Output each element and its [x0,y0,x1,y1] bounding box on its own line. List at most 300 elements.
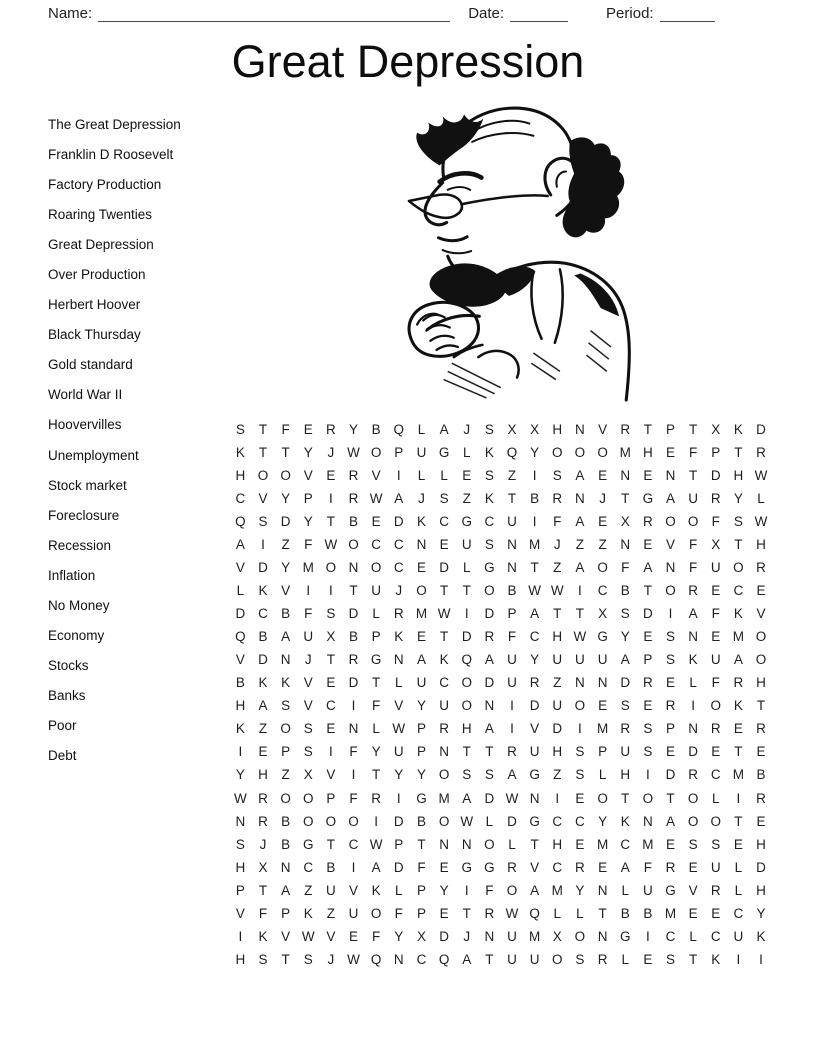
grid-letter: F [485,882,494,898]
grid-letter: E [349,928,359,944]
grid-letter: W [392,721,406,737]
grid-letter: X [507,422,517,438]
grid-letter: R [484,629,495,645]
grid-letter: Q [529,905,540,921]
grid-letter: E [462,468,472,484]
grid-letter: W [347,951,360,967]
grid-letter: J [599,491,606,507]
grid-letter: M [551,882,563,898]
grid-letter: S [575,951,585,967]
grid-letter: E [688,859,698,875]
grid-letter: U [710,560,721,576]
grid-letter: Q [370,951,382,967]
grid-letter: L [689,928,697,944]
period-blank-line [660,8,715,22]
grid-letter: Q [506,445,518,461]
grid-letter: N [529,790,540,806]
grid-letter: N [597,675,608,691]
grid-letter: S [711,836,721,852]
grid-letter: L [440,468,448,484]
grid-letter: T [281,445,290,461]
grid-letter: I [306,583,311,599]
grid-letter: E [711,905,721,921]
grid-letter: T [756,698,766,714]
grid-letter: H [235,698,246,714]
grid-letter: C [439,514,449,530]
grid-letter: F [689,537,698,553]
grid-letter: S [665,951,675,967]
grid-letter: C [529,629,540,645]
grid-letter: I [351,767,356,783]
grid-letter: O [325,813,337,829]
grid-letter: P [371,629,381,645]
grid-letter: X [258,859,268,875]
grid-letter: D [756,422,766,438]
grid-letter: S [281,698,291,714]
grid-letter: S [620,698,630,714]
grid-letter: B [756,767,766,783]
grid-letter: R [620,422,631,438]
grid-letter: B [349,514,359,530]
grid-letter: A [484,652,494,668]
grid-letter: X [711,422,721,438]
grid-letter: S [552,468,562,484]
grid-letter: A [394,491,404,507]
grid-letter: E [643,698,653,714]
grid-letter: R [688,767,698,783]
grid-letter: X [326,629,336,645]
word-list-item: Inflation [48,567,96,583]
grid-letter: E [598,514,608,530]
grid-letter: K [235,445,245,461]
grid-letter: T [530,560,539,576]
grid-letter: Y [303,514,313,530]
period-label: Period: [606,5,654,22]
grid-letter: R [348,468,359,484]
grid-letter: O [506,882,518,898]
grid-letter: T [417,836,426,852]
grid-letter: L [553,905,562,921]
old-man-illustration [380,96,646,402]
grid-letter: I [578,583,582,599]
grid-letter: H [733,468,744,484]
grid-letter: S [303,951,313,967]
grid-letter: R [710,491,721,507]
grid-letter: K [484,491,494,507]
name-label: Name: [48,5,93,22]
grid-letter: L [757,491,765,507]
grid-letter: I [510,721,514,737]
grid-letter: J [259,836,267,852]
grid-letter: V [530,859,540,875]
grid-letter: O [755,652,767,668]
grid-letter: P [711,445,721,461]
grid-letter: N [642,813,653,829]
grid-letter: I [351,859,356,875]
grid-letter: S [575,744,585,760]
grid-letter: N [575,491,585,507]
grid-letter: W [347,445,360,461]
grid-letter: O [280,790,291,806]
grid-letter: A [371,859,381,875]
grid-letter: G [302,836,314,852]
grid-letter: P [598,744,608,760]
grid-letter: F [711,514,720,530]
grid-letter: X [416,928,426,944]
grid-letter: I [351,698,356,714]
grid-letter: N [507,537,517,553]
grid-letter: O [461,698,472,714]
grid-letter: I [396,468,401,484]
grid-letter: O [710,698,722,714]
grid-letter: S [575,767,585,783]
grid-letter: T [689,468,698,484]
grid-letter: M [596,836,609,852]
grid-letter: U [416,445,427,461]
grid-letter: B [349,629,359,645]
grid-letter: F [349,790,358,806]
grid-letter: M [529,928,541,944]
grid-letter: K [620,813,630,829]
grid-letter: T [326,514,335,530]
grid-letter: L [372,606,380,622]
grid-letter: N [461,836,472,852]
word-list-item: Stocks [48,657,89,673]
grid-letter: V [258,491,268,507]
grid-letter: A [462,951,472,967]
grid-letter: O [325,560,337,576]
grid-letter: U [529,951,540,967]
grid-letter: B [281,606,291,622]
grid-letter: Z [281,767,290,783]
grid-letter: F [304,537,313,553]
grid-letter: A [643,560,653,576]
grid-letter: U [507,928,517,944]
grid-letter: Z [507,468,517,484]
grid-letter: R [258,813,268,829]
grid-letter: E [711,629,721,645]
word-list-item: Foreclosure [48,507,120,523]
grid-letter: Y [281,491,291,507]
grid-letter: F [349,744,358,760]
grid-letter: O [755,629,767,645]
grid-letter: L [372,721,380,737]
grid-letter: R [642,675,653,691]
grid-letter: R [665,859,676,875]
grid-letter: C [303,859,314,875]
grid-letter: S [620,606,630,622]
grid-letter: O [257,468,269,484]
grid-letter: O [348,813,359,829]
grid-letter: N [235,813,246,829]
grid-letter: A [507,767,517,783]
letter-grid [229,418,772,971]
grid-letter: D [348,606,359,622]
grid-letter: R [258,790,268,806]
grid-letter: I [532,514,537,530]
grid-letter: N [665,468,676,484]
grid-letter: O [370,445,382,461]
grid-letter: S [303,721,313,737]
grid-letter: B [530,491,540,507]
grid-letter: T [326,836,335,852]
grid-letter: V [235,652,245,668]
grid-letter: J [463,928,471,944]
grid-letter: L [734,882,743,898]
grid-letter: A [575,514,585,530]
grid-letter: Y [439,882,449,898]
grid-letter: P [665,721,675,737]
grid-letter: H [552,836,563,852]
grid-letter: O [642,790,654,806]
grid-letter: O [665,583,676,599]
grid-letter: H [552,744,563,760]
word-list-item: Roaring Twenties [48,207,153,223]
grid-letter: F [372,698,381,714]
grid-letter: Q [235,629,246,645]
grid-letter: D [552,721,563,737]
grid-letter: W [550,583,564,599]
grid-letter: X [620,514,630,530]
grid-letter: S [643,721,653,737]
grid-letter: T [258,882,268,898]
grid-letter: J [395,583,403,599]
grid-letter: U [507,514,517,530]
grid-letter: O [597,445,608,461]
grid-letter: N [348,560,359,576]
grid-letter: K [688,652,698,668]
grid-letter: D [393,813,404,829]
grid-letter: O [687,514,699,530]
word-list-item: Stock market [48,477,127,493]
word-list-item: Debt [48,747,77,763]
word-list-item: Recession [48,537,112,553]
grid-letter: Y [303,445,313,461]
grid-letter: T [734,813,743,829]
grid-letter: B [235,675,245,691]
grid-letter: D [529,698,540,714]
grid-letter: R [710,721,721,737]
grid-letter: I [238,928,243,944]
grid-letter: D [665,767,676,783]
grid-letter: T [643,583,652,599]
grid-letter: C [733,583,744,599]
grid-letter: A [575,468,585,484]
grid-letter: R [756,560,766,576]
grid-letter: Z [304,882,313,898]
grid-letter: G [484,859,495,875]
grid-letter: T [258,445,268,461]
grid-letter: W [301,928,315,944]
grid-letter: T [372,767,381,783]
grid-letter: R [756,790,766,806]
grid-letter: N [439,744,449,760]
grid-letter: L [395,675,403,691]
word-list-item: Poor [48,717,77,733]
grid-letter: Q [393,422,405,438]
word-list [48,110,233,771]
grid-letter: I [736,951,741,967]
grid-letter: N [348,721,359,737]
grid-letter: I [532,468,537,484]
grid-letter: P [394,445,404,461]
grid-letter: Z [462,491,471,507]
grid-letter: P [326,790,336,806]
word-list-item: Great Depression [48,237,154,253]
grid-letter: W [460,813,474,829]
grid-letter: U [597,652,608,668]
grid-letter: O [733,560,744,576]
grid-letter: E [711,583,721,599]
grid-letter: R [575,859,585,875]
word-list-item: Herbert Hoover [48,297,141,313]
grid-letter: G [484,560,495,576]
grid-letter: U [439,698,449,714]
grid-letter: K [711,951,721,967]
grid-letter: H [642,445,653,461]
grid-letter: S [484,422,494,438]
grid-letter: B [643,905,653,921]
grid-letter: K [281,675,291,691]
grid-letter: E [756,583,766,599]
grid-letter: G [461,859,472,875]
grid-letter: A [733,652,743,668]
grid-letter: L [598,767,607,783]
grid-letter: A [258,698,268,714]
grid-letter: R [620,721,631,737]
grid-letter: D [756,859,766,875]
grid-letter: J [418,491,425,507]
word-list-item: World War II [48,387,123,403]
grid-letter: M [596,721,609,737]
grid-letter: V [326,767,336,783]
grid-letter: S [484,767,494,783]
grid-letter: K [416,514,426,530]
grid-letter: B [620,905,630,921]
grid-letter: D [484,606,495,622]
grid-letter: L [689,675,697,691]
grid-letter: N [688,629,698,645]
grid-letter: K [394,629,404,645]
grid-letter: F [281,422,290,438]
grid-letter: R [439,721,449,737]
grid-letter: R [326,422,336,438]
grid-letter: A [281,629,291,645]
grid-letter: Z [598,537,607,553]
grid-letter: I [261,537,265,553]
grid-letter: C [439,675,449,691]
grid-letter: V [326,928,336,944]
grid-letter: K [733,422,743,438]
grid-letter: M [529,537,541,553]
grid-letter: V [281,583,291,599]
grid-letter: L [236,583,245,599]
grid-letter: O [370,560,382,576]
grid-letter: H [756,882,766,898]
grid-letter: Y [530,445,540,461]
grid-letter: I [691,698,696,714]
grid-letter: G [370,652,382,668]
grid-letter: U [507,951,517,967]
grid-letter: T [621,790,630,806]
grid-letter: S [303,744,313,760]
grid-letter: T [462,744,471,760]
grid-letter: E [416,629,426,645]
grid-letter: N [597,882,608,898]
grid-letter: B [507,583,517,599]
grid-letter: H [461,721,472,737]
grid-letter: N [484,698,495,714]
name-blank-line [98,8,450,22]
grid-letter: J [553,537,561,553]
grid-letter: T [258,422,268,438]
grid-letter: E [439,859,449,875]
grid-letter: D [642,606,653,622]
grid-letter: C [484,514,495,530]
grid-letter: O [280,468,291,484]
grid-letter: I [510,698,514,714]
grid-letter: K [439,652,449,668]
grid-letter: T [689,951,698,967]
grid-letter: M [732,629,745,645]
grid-letter: I [555,790,560,806]
grid-letter: S [439,491,449,507]
grid-letter: K [303,905,313,921]
grid-letter: X [552,928,562,944]
grid-letter: N [507,560,517,576]
grid-letter: M [302,560,314,576]
grid-letter: T [281,951,290,967]
grid-letter: R [665,698,676,714]
grid-letter: D [393,859,404,875]
date-blank-line [510,8,568,22]
grid-letter: S [484,468,494,484]
grid-letter: W [754,514,768,530]
grid-letter: D [439,928,449,944]
grid-letter: L [395,882,403,898]
grid-letter: O [302,813,314,829]
grid-letter: C [665,928,676,944]
grid-letter: V [756,606,766,622]
grid-letter: P [416,905,426,921]
grid-letter: H [235,951,246,967]
grid-letter: I [668,606,673,622]
grid-letter: Y [349,422,359,438]
grid-letter: Z [575,537,585,553]
grid-letter: O [552,951,563,967]
grid-letter: R [710,882,721,898]
grid-letter: S [258,951,268,967]
grid-letter: R [507,744,517,760]
grid-letter: G [438,445,450,461]
grid-letter: L [576,905,584,921]
grid-letter: T [553,606,562,622]
grid-letter: B [620,583,630,599]
grid-letter: P [303,491,313,507]
grid-letter: B [416,813,426,829]
grid-letter: R [393,606,404,622]
grid-letter: E [258,744,268,760]
grid-letter: V [303,468,313,484]
grid-letter: L [508,836,516,852]
grid-letter: I [396,790,401,806]
grid-letter: Y [416,698,426,714]
grid-letter: F [417,859,426,875]
grid-letter: E [439,905,449,921]
grid-letter: J [327,951,335,967]
grid-letter: S [484,537,494,553]
grid-letter: E [326,675,336,691]
